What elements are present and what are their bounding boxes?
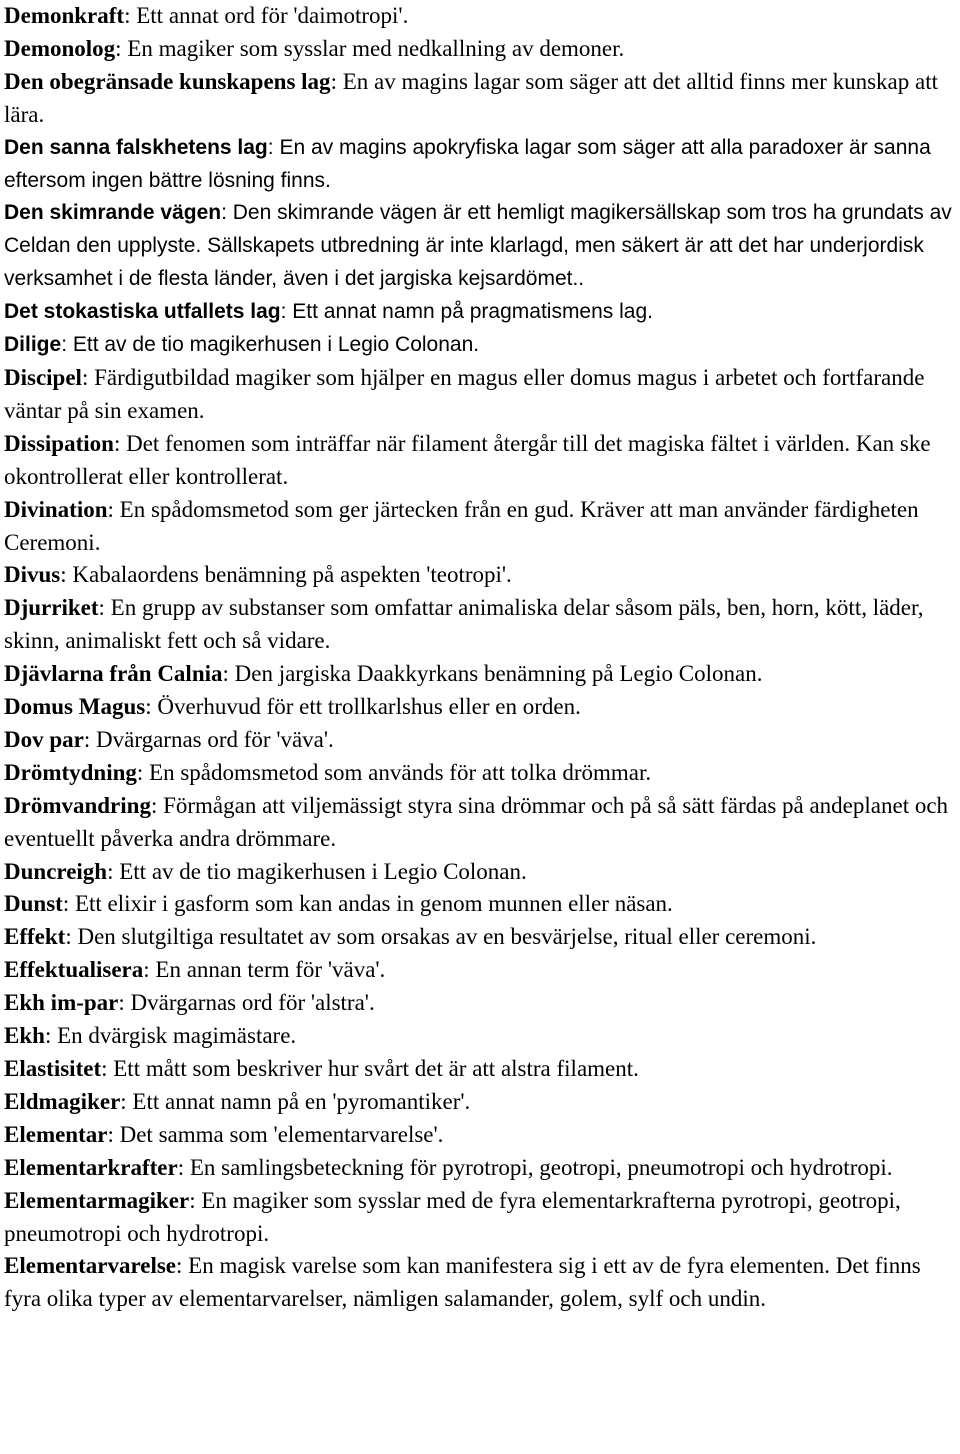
term-separator: : bbox=[221, 201, 233, 225]
glossary-term: Effekt bbox=[4, 924, 66, 950]
glossary-entry bbox=[4, 1086, 954, 1119]
glossary-term: Dov par bbox=[4, 726, 84, 752]
glossary-entry bbox=[4, 362, 954, 428]
glossary-definition: En av magins lagar som säger att det alltid finns mer kunskap att lära. bbox=[4, 68, 938, 127]
term-separator: : bbox=[107, 1121, 120, 1147]
glossary-definition: En dvärgisk magimästare. bbox=[57, 1023, 297, 1049]
term-separator: : bbox=[267, 135, 280, 159]
glossary-term: Eldmagiker bbox=[4, 1088, 121, 1114]
glossary-term: Duncreigh bbox=[4, 858, 108, 884]
term-separator: : bbox=[101, 1056, 114, 1081]
term-separator: : bbox=[150, 792, 164, 818]
glossary-term: Elementar bbox=[4, 1121, 108, 1147]
glossary-term: Drömtydning bbox=[4, 759, 137, 785]
glossary-definition: En av magins apokryfiska lagar som säger att alla paradoxer är sanna eftersom ingen bättre lösning finns. bbox=[4, 135, 931, 192]
term-separator: : bbox=[143, 957, 156, 983]
glossary-definition: En annan term för 'väva'. bbox=[155, 957, 386, 983]
term-separator: : bbox=[83, 726, 97, 752]
term-separator: : bbox=[65, 924, 78, 950]
glossary-term: Effektualisera bbox=[4, 957, 144, 983]
glossary-entry bbox=[4, 197, 954, 296]
glossary-definition: Ett mått som beskriver hur svårt det är att alstra filament. bbox=[113, 1056, 639, 1081]
glossary-entry bbox=[4, 1152, 954, 1185]
glossary-definition: En spådomsmetod som används för att tolka drömmar. bbox=[149, 759, 652, 785]
term-separator: : bbox=[330, 68, 343, 94]
glossary-definition: En samlingsbeteckning för pyrotropi, geotropi, pneumotropi och hydrotropi. bbox=[189, 1154, 893, 1180]
glossary-definition: Ett elixir i gasform som kan andas in genom munnen eller näsan. bbox=[74, 891, 673, 917]
glossary-term: Divination bbox=[4, 496, 108, 522]
glossary-term: Elementarvarelse bbox=[4, 1253, 177, 1279]
glossary-page bbox=[4, 0, 954, 1316]
glossary-term: Elementarkrafter bbox=[4, 1154, 178, 1180]
glossary-entry bbox=[4, 1020, 954, 1053]
glossary-term: Elastisitet bbox=[4, 1056, 102, 1081]
glossary-entry bbox=[4, 296, 954, 329]
glossary-entry bbox=[4, 428, 954, 494]
glossary-entry bbox=[4, 494, 954, 560]
glossary-entry bbox=[4, 856, 954, 889]
glossary-entry bbox=[4, 1250, 954, 1316]
term-separator: : bbox=[107, 858, 120, 884]
glossary-definition: En magiker som sysslar med de fyra elementarkrafterna pyrotropi, geotropi, pneumotropi och hydrotropi. bbox=[4, 1187, 901, 1246]
glossary-term: Elementarmagiker bbox=[4, 1187, 190, 1213]
glossary-definition: Det samma som 'elementarvarelse'. bbox=[119, 1121, 444, 1147]
glossary-entry bbox=[4, 757, 954, 790]
glossary-entry bbox=[4, 33, 954, 66]
glossary-term: Demonolog bbox=[4, 35, 116, 61]
glossary-definition: Ett annat ord för 'daimotropi'. bbox=[136, 3, 409, 28]
glossary-entry bbox=[4, 1053, 954, 1086]
term-separator: : bbox=[107, 496, 120, 522]
term-separator: : bbox=[62, 891, 75, 917]
term-separator: : bbox=[44, 1023, 58, 1049]
term-separator: : bbox=[61, 333, 73, 357]
glossary-term: Ekh im-par bbox=[4, 990, 119, 1016]
glossary-entry bbox=[4, 132, 954, 198]
term-separator: : bbox=[113, 430, 127, 456]
glossary-definition: Dvärgarnas ord för 'väva'. bbox=[96, 726, 334, 752]
term-separator: : bbox=[81, 364, 95, 390]
glossary-definition: Det fenomen som inträffar när filament återgår till det magiska fältet i världen. Kan ske okontrollerat eller kontrollerat. bbox=[4, 430, 931, 489]
glossary-term: Den obegränsade kunskapens lag bbox=[4, 68, 331, 94]
term-separator: : bbox=[118, 990, 131, 1016]
glossary-entry bbox=[4, 329, 954, 362]
glossary-entry bbox=[4, 559, 954, 592]
term-separator: : bbox=[222, 661, 235, 687]
term-separator: : bbox=[124, 3, 137, 28]
glossary-entry bbox=[4, 921, 954, 954]
term-separator: : bbox=[120, 1088, 133, 1114]
glossary-entry bbox=[4, 954, 954, 987]
glossary-definition: En magisk varelse som kan manifestera sig i ett av de fyra elementen. Det finns fyra olika typer av elementarvarelser, nämligen salamander, golem, sylf och undin. bbox=[4, 1253, 921, 1312]
glossary-entry bbox=[4, 1119, 954, 1152]
glossary-definition: Den slutgiltiga resultatet av som orsakas av en besvärjelse, ritual eller ceremoni. bbox=[77, 924, 817, 950]
glossary-definition: Färdigutbildad magiker som hjälper en magus eller domus magus i arbetet och fortfarande väntar på sin examen. bbox=[4, 364, 925, 423]
glossary-entry bbox=[4, 888, 954, 921]
glossary-definition: Den skimrande vägen är ett hemligt magikersällskap som tros ha grundats av Celdan den upplyste. Sällskapets utbredning är inte klarlagd, men säkert är att det har underjordisk verksamhet i de flesta länder, även i det jargiska kejsardömet.. bbox=[4, 201, 952, 291]
glossary-term: Djurriket bbox=[4, 595, 99, 621]
glossary-definition: En grupp av substanser som omfattar animaliska delar såsom päls, ben, horn, kött, läder, skinn, animaliskt fett och så vidare. bbox=[4, 595, 924, 654]
term-separator: : bbox=[98, 595, 111, 621]
glossary-term: Dilige bbox=[4, 333, 62, 357]
glossary-term: Djävlarna från Calnia bbox=[4, 661, 223, 687]
glossary-term: Dunst bbox=[4, 891, 63, 917]
term-separator: : bbox=[145, 694, 158, 720]
glossary-term: Dissipation bbox=[4, 430, 114, 456]
glossary-term: Den skimrande vägen bbox=[4, 201, 222, 225]
glossary-definition: Den jargiska Daakkyrkans benämning på Legio Colonan. bbox=[234, 661, 763, 687]
glossary-definition: En magiker som sysslar med nedkallning av demoner. bbox=[127, 35, 625, 61]
term-separator: : bbox=[280, 300, 293, 324]
glossary-entry bbox=[4, 987, 954, 1020]
term-separator: : bbox=[136, 759, 150, 785]
glossary-term: Det stokastiska utfallets lag bbox=[4, 300, 281, 324]
glossary-term: Demonkraft bbox=[4, 3, 125, 28]
term-separator: : bbox=[177, 1154, 190, 1180]
glossary-definition: Ett annat namn på pragmatismens lag. bbox=[292, 300, 653, 324]
glossary-entry bbox=[4, 691, 954, 724]
term-separator: : bbox=[115, 35, 128, 61]
glossary-definition: Ett av de tio magikerhusen i Legio Colonan. bbox=[119, 858, 527, 884]
glossary-entry bbox=[4, 66, 954, 132]
term-separator: : bbox=[189, 1187, 202, 1213]
term-separator: : bbox=[176, 1253, 189, 1279]
term-separator: : bbox=[60, 562, 73, 588]
glossary-entry bbox=[4, 1185, 954, 1251]
glossary-definition: Dvärgarnas ord för 'alstra'. bbox=[130, 990, 375, 1016]
glossary-term: Den sanna falskhetens lag bbox=[4, 135, 268, 159]
glossary-definition: Kabalaordens benämning på aspekten 'teotropi'. bbox=[72, 562, 512, 588]
glossary-entry bbox=[4, 0, 954, 33]
glossary-definition: Ett av de tio magikerhusen i Legio Colonan. bbox=[72, 333, 480, 357]
glossary-definition: Förmågan att viljemässigt styra sina drömmar och på så sätt färdas på andeplanet och eventuellt påverka andra drömmare. bbox=[4, 792, 949, 851]
glossary-term: Domus Magus bbox=[4, 694, 146, 720]
glossary-entry bbox=[4, 790, 954, 856]
glossary-entry bbox=[4, 592, 954, 658]
glossary-term: Discipel bbox=[4, 364, 82, 390]
glossary-term: Divus bbox=[4, 562, 61, 588]
glossary-entry bbox=[4, 658, 954, 691]
glossary-definition: Ett annat namn på en 'pyromantiker'. bbox=[132, 1088, 471, 1114]
glossary-definition: Överhuvud för ett trollkarlshus eller en orden. bbox=[157, 694, 581, 720]
glossary-term: Drömvandring bbox=[4, 792, 151, 818]
glossary-definition: En spådomsmetod som ger järtecken från en gud. Kräver att man använder färdigheten Ceremoni. bbox=[4, 496, 919, 555]
glossary-entry bbox=[4, 724, 954, 757]
glossary-term: Ekh bbox=[4, 1023, 45, 1049]
